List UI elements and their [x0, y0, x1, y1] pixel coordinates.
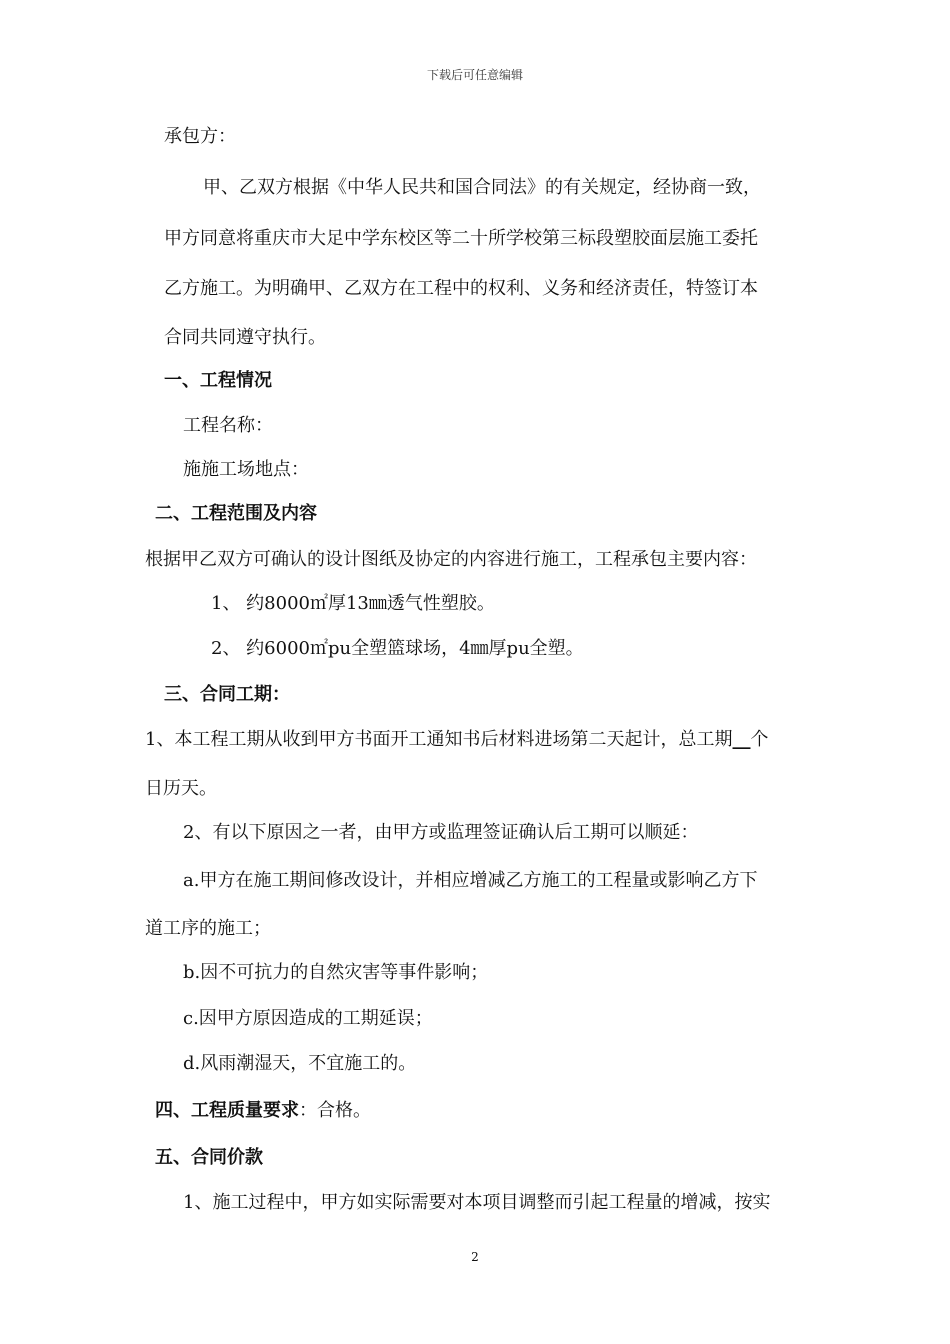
scope-item-1: 1、 约8000㎡厚13㎜透气性塑胶。 [211, 593, 495, 614]
period-line-1 [145, 729, 768, 751]
contractor-label: 承包方： [164, 126, 236, 147]
intro-line-1: 甲、乙双方根据《中华人民共和国合同法》的有关规定，经协商一致， [203, 177, 761, 198]
extension-intro: 2、有以下原因之一者，由甲方或监理签证确认后工期可以顺延： [183, 822, 699, 843]
section-2-desc: 根据甲乙双方可确认的设计图纸及协定的内容进行施工，工程承包主要内容： [145, 549, 757, 570]
price-line-1: 1、施工过程中，甲方如实际需要对本项目调整而引起工程量的增减，按实 [183, 1192, 771, 1213]
intro-line-4: 合同共同遵守执行。 [164, 327, 326, 348]
reason-c: c.因甲方原因造成的工期延误； [183, 1008, 433, 1029]
reason-a-line-2: 道工序的施工； [145, 918, 271, 939]
section-4-title: 四、工程质量要求 [155, 1100, 299, 1121]
section-2-title: 二、工程范围及内容 [155, 503, 317, 524]
page-number: 2 [471, 1250, 479, 1264]
intro-line-3: 乙方施工。为明确甲、乙双方在工程中的权利、义务和经济责任，特签订本 [164, 278, 758, 299]
period-line-1-text: 1、本工程工期从收到甲方书面开工通知书后材料进场第二天起计，总工期 [145, 729, 733, 750]
period-line-2: 日历天。 [145, 778, 217, 799]
reason-a-line-1: a.甲方在施工期间修改设计，并相应增减乙方施工的工程量或影响乙方下 [183, 870, 758, 891]
section-5-title: 五、合同价款 [155, 1147, 263, 1168]
period-blank: __ [732, 729, 751, 750]
section-1-title: 一、工程情况 [164, 370, 272, 391]
section-3-title: 三、合同工期： [164, 684, 290, 705]
header-note: 下载后可任意编辑 [426, 68, 523, 82]
reason-d: d.风雨潮湿天，不宜施工的。 [183, 1053, 417, 1074]
scope-item-2: 2、 约6000㎡pu全塑篮球场，4㎜厚pu全塑。 [211, 638, 584, 659]
site-label: 施施工场地点： [183, 459, 309, 480]
intro-line-2: 甲方同意将重庆市大足中学东校区等二十所学校第三标段塑胶面层施工委托 [164, 228, 758, 249]
reason-b: b.因不可抗力的自然灾害等事件影响； [183, 962, 489, 983]
section-4-line [155, 1100, 371, 1122]
quality-value: 合格。 [317, 1100, 371, 1121]
section-4-colon: ： [299, 1100, 317, 1121]
project-name-label: 工程名称： [183, 415, 273, 436]
period-line-1-end: 个 [750, 729, 769, 750]
